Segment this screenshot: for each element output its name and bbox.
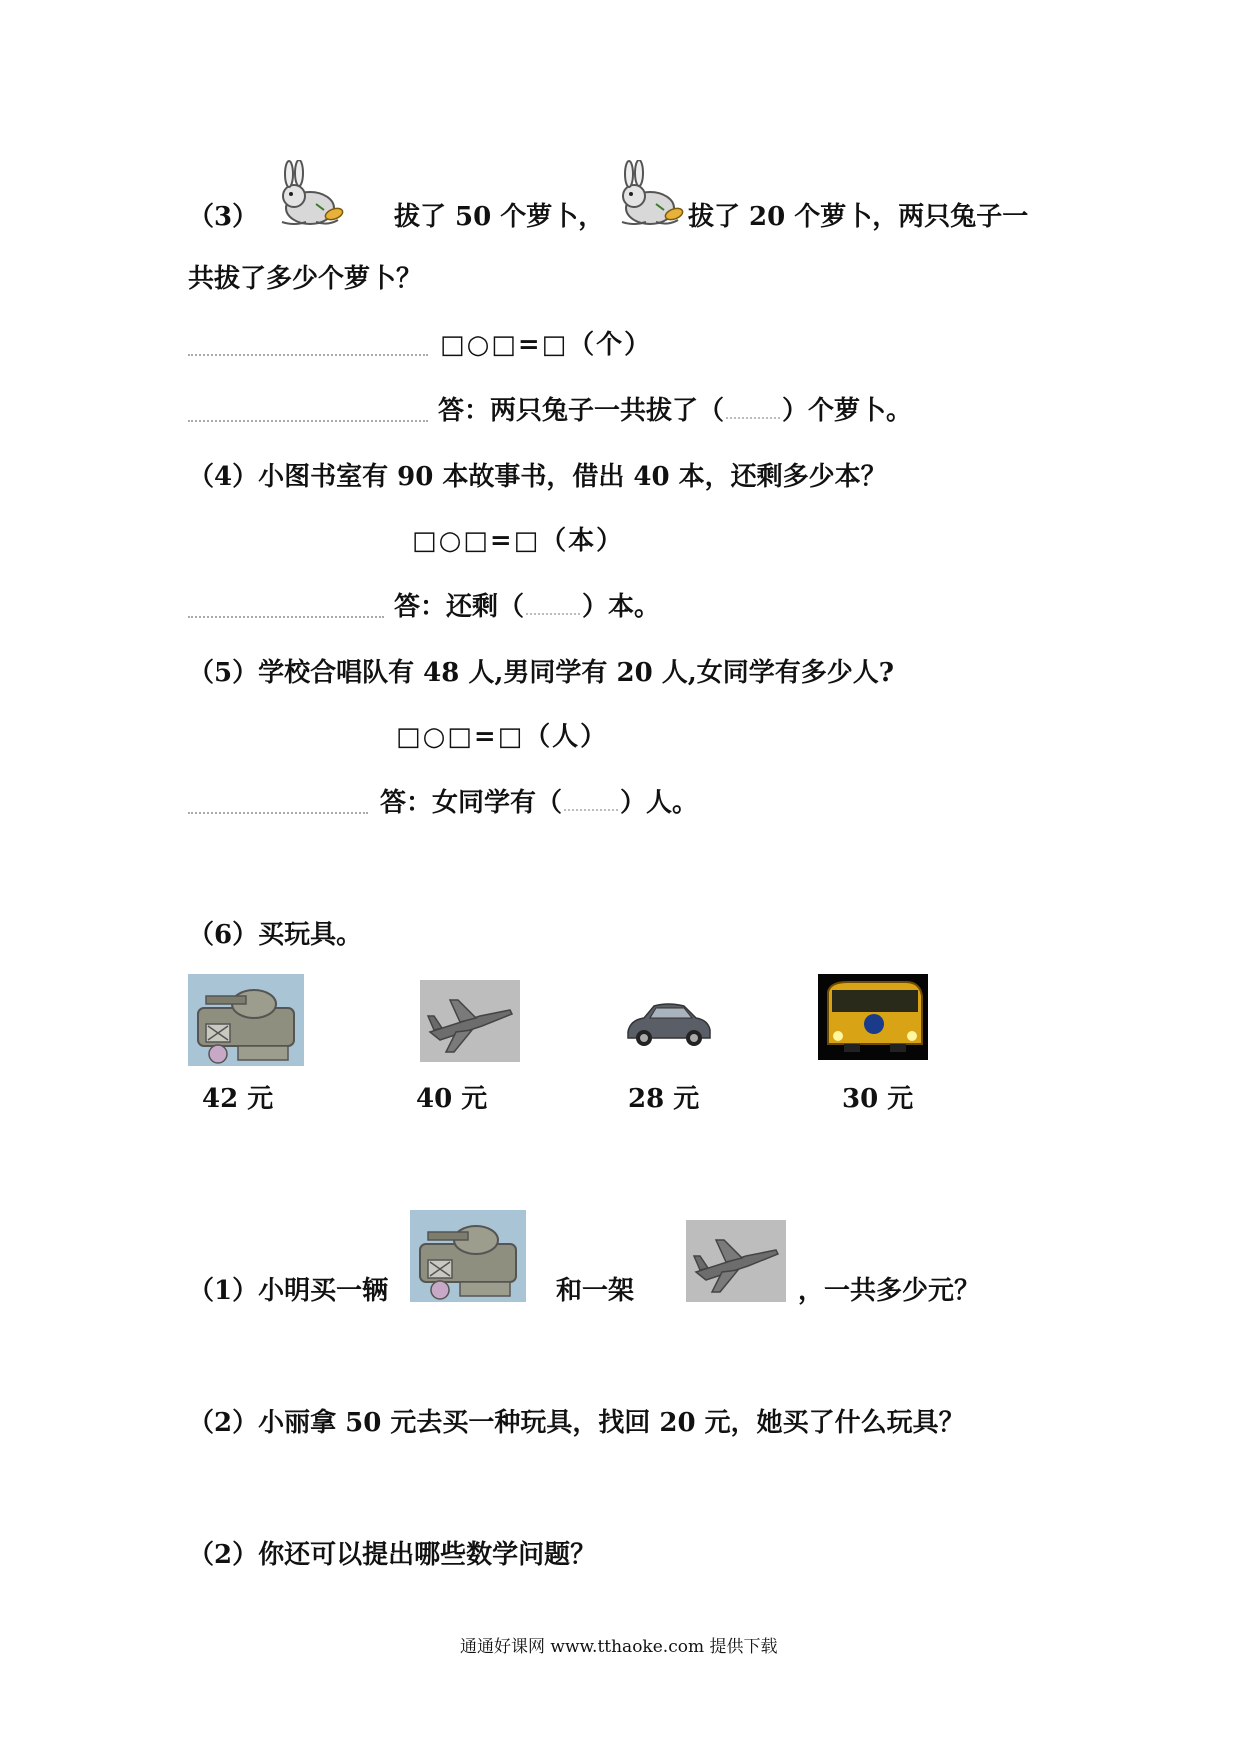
q3-answer-pre: 答：两只兔子一共拔了（ <box>438 396 725 426</box>
bus-icon <box>818 974 928 1060</box>
rabbit-icon <box>272 160 352 232</box>
dotted-leader <box>188 614 384 618</box>
answer-blank[interactable] <box>726 413 780 419</box>
rabbit-icon <box>612 160 692 232</box>
q6-sub3: （2）你还可以提出哪些数学问题？ <box>188 1540 597 1570</box>
q3-answer-post: ）个萝卜。 <box>782 396 913 426</box>
q4-answer-post: ）本。 <box>582 592 661 622</box>
q3-part2: 拔了 20 个萝卜，两只兔子一 <box>688 202 1029 232</box>
dotted-leader <box>188 418 428 422</box>
q3-number: （3） <box>188 202 259 232</box>
q6-sub1-post: ，一共多少元？ <box>798 1276 981 1306</box>
toy-price-bus: 30 元 <box>842 1084 914 1114</box>
toy-price-car: 28 元 <box>628 1084 700 1114</box>
q3-line2: 共拔了多少个萝卜？ <box>188 264 423 294</box>
q6-sub1-mid: 和一架 <box>556 1276 635 1306</box>
toy-price-jet: 40 元 <box>416 1084 488 1114</box>
q4-text: （4）小图书室有 90 本故事书，借出 40 本，还剩多少本？ <box>188 462 887 492</box>
dotted-leader <box>188 352 428 356</box>
answer-blank[interactable] <box>526 609 580 615</box>
q5-equation: □○□=□（人） <box>396 722 609 752</box>
q3-equation: □○□=□（个） <box>440 330 653 360</box>
q4-answer <box>394 590 660 624</box>
toy-price-tank: 42 元 <box>202 1084 274 1114</box>
q5-answer-post: ）人。 <box>620 788 699 818</box>
q4-answer-pre: 答：还剩（ <box>394 592 525 622</box>
q5-answer-pre: 答：女同学有（ <box>380 788 563 818</box>
jet-icon <box>686 1220 786 1302</box>
tank-icon <box>188 974 304 1066</box>
q5-text: （5）学校合唱队有 48 人,男同学有 20 人,女同学有多少人? <box>188 658 894 688</box>
q3-part1: 拔了 50 个萝卜， <box>394 202 605 232</box>
answer-blank[interactable] <box>564 805 618 811</box>
dotted-leader <box>188 810 368 814</box>
q4-equation: □○□=□（本） <box>412 526 625 556</box>
q3-line1 <box>188 200 258 234</box>
q3-answer <box>438 394 912 428</box>
q6-title: （6）买玩具。 <box>188 920 363 950</box>
tank-icon <box>410 1210 526 1302</box>
car-icon <box>622 990 714 1054</box>
jet-icon <box>420 980 520 1062</box>
q6-sub2: （2）小丽拿 50 元去买一种玩具，找回 20 元，她买了什么玩具？ <box>188 1408 965 1438</box>
footer-credit: 通通好课网 www.tthaoke.com 提供下载 <box>460 1637 778 1657</box>
q6-sub1-pre: （1）小明买一辆 <box>188 1276 389 1306</box>
q5-answer <box>380 786 698 820</box>
